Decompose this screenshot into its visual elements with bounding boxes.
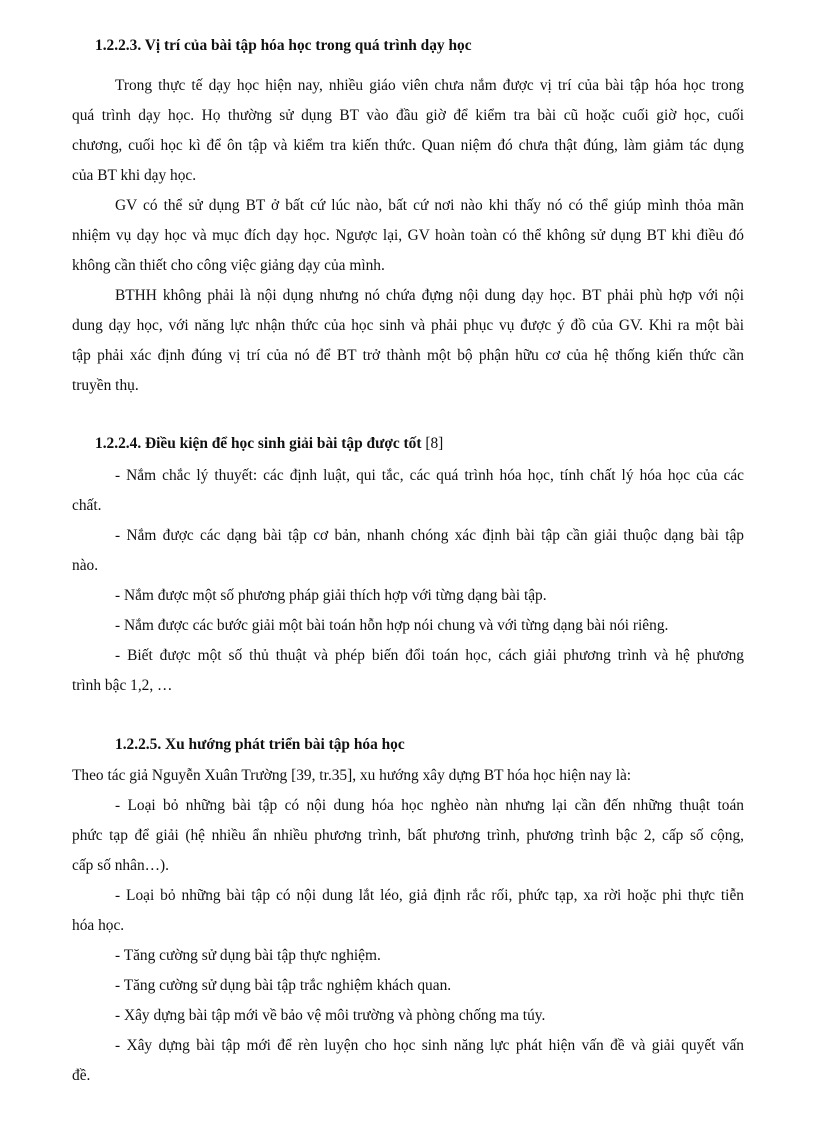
citation-ref: [8] — [421, 435, 444, 452]
list-item-line: - Biết được một số thủ thuật và phép biến đổi toán học, cách giải phương trình và hệ phương — [115, 647, 744, 664]
paragraph-line: truyền thụ. — [72, 377, 139, 394]
paragraph-line: Trong thực tế dạy học hiện nay, nhiều giáo viên chưa nắm được vị trí của bài tập hóa học trong — [115, 77, 744, 94]
list-item-line: - Nắm chắc lý thuyết: các định luật, qui tắc, các quá trình hóa học, tính chất lý hóa học của các — [115, 467, 744, 484]
list-item-line: trình bậc 1,2, … — [72, 677, 173, 694]
section-heading-1-2-2-4 — [95, 434, 443, 454]
list-item-line: phức tạp để giải (hệ nhiều ẩn nhiều phương trình, bất phương trình, phương trình bậc 2, cấp số cộng, — [72, 827, 744, 844]
list-item-line: nào. — [72, 557, 99, 574]
list-item-line: - Nắm được các bước giải một bài toán hỗn hợp nói chung và với từng dạng bài nói riêng. — [115, 617, 669, 634]
paragraph-line: BTHH không phải là nội dụng nhưng nó chứa đựng nội dung dạy học. BT phải phù hợp với nội — [115, 287, 744, 304]
section-heading-1-2-2-3: 1.2.2.3. Vị trí của bài tập hóa học trong quá trình dạy học — [95, 37, 472, 54]
section-heading-text: 1.2.2.4. Điều kiện để học sinh giải bài tập được tốt — [95, 435, 422, 452]
list-item-line: - Xây dựng bài tập mới để rèn luyện cho học sinh năng lực phát hiện vấn đề và giải quyết vấn — [115, 1037, 744, 1054]
list-item-line: - Loại bỏ những bài tập có nội dung hóa học nghèo nàn nhưng lại cần đến những thuật toán — [115, 797, 744, 814]
paragraph-line: chương, cuối học kì để ôn tập và kiểm tra kiến thức. Quan niệm đó chưa thật đúng, làm giảm tác dụng — [72, 137, 744, 154]
list-item-line: hóa học. — [72, 917, 125, 934]
paragraph-line: dung dạy học, với năng lực nhận thức của học sinh và phải phục vụ được ý đồ của GV. Khi ra một bài — [72, 317, 744, 334]
section-heading-1-2-2-5: 1.2.2.5. Xu hướng phát triển bài tập hóa học — [115, 736, 405, 753]
paragraph-line: quá trình dạy học. Họ thường sử dụng BT vào đầu giờ để kiểm tra bài cũ hoặc cuối giờ học, cuối — [72, 107, 744, 124]
paragraph-line: Theo tác giả Nguyễn Xuân Trường [39, tr.35], xu hướng xây dựng BT hóa học hiện nay là: — [72, 767, 632, 784]
list-item-line: - Tăng cường sử dụng bài tập thực nghiệm. — [115, 947, 381, 964]
list-item-line: cấp số nhân…). — [72, 857, 170, 874]
paragraph-line: của BT khi dạy học. — [72, 167, 197, 184]
list-item-line: - Xây dựng bài tập mới về bảo vệ môi trường và phòng chống ma túy. — [115, 1007, 546, 1024]
list-item-line: chất. — [72, 497, 102, 514]
list-item-line: - Loại bỏ những bài tập có nội dung lắt léo, giả định rắc rối, phức tạp, xa rời hoặc phi thực tiễn — [115, 887, 744, 904]
paragraph-line: GV có thể sử dụng BT ở bất cứ lúc nào, bất cứ nơi nào khi thấy nó có thể giúp mình thỏa mãn — [115, 197, 744, 214]
paragraph-line: tập phải xác định đúng vị trí của nó để BT trở thành một bộ phận hữu cơ của hệ thống kiến thức cần — [72, 347, 744, 364]
paragraph-line: nhiệm vụ dạy học và mục đích dạy học. Ngược lại, GV hoàn toàn có thể không sử dụng BT khi điều đó — [72, 227, 744, 244]
list-item-line: - Nắm được các dạng bài tập cơ bản, nhanh chóng xác định bài tập cần giải thuộc dạng bài tập — [115, 527, 744, 544]
list-item-line: - Tăng cường sử dụng bài tập trắc nghiệm khách quan. — [115, 977, 452, 994]
list-item-line: đề. — [72, 1067, 91, 1084]
list-item-line: - Nắm được một số phương pháp giải thích hợp với từng dạng bài tập. — [115, 587, 547, 604]
paragraph-line: không cần thiết cho công việc giảng dạy của mình. — [72, 257, 385, 274]
